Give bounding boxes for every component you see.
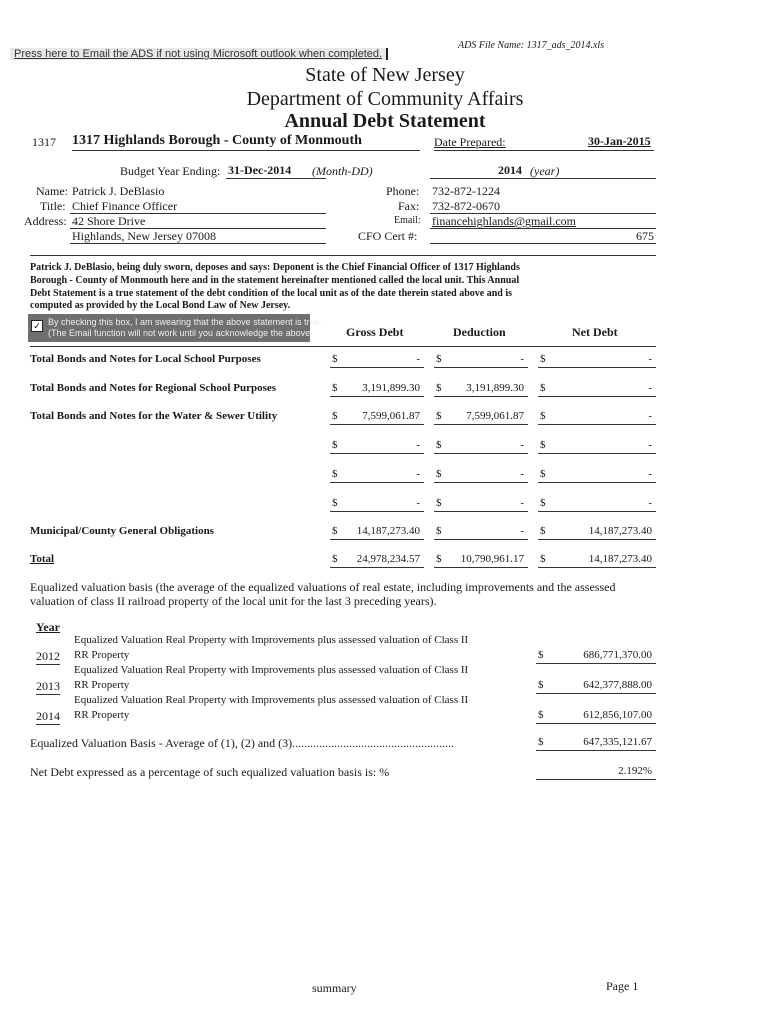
fax-field[interactable]: 732-872-0670	[432, 199, 500, 213]
file-name: ADS File Name: 1317_ads_2014.xls	[458, 40, 605, 51]
date-prepared-value[interactable]: 30-Jan-2015	[588, 134, 651, 148]
currency-sign: $	[436, 553, 442, 565]
unit-code: 1317	[32, 135, 56, 149]
column-gross-debt: Gross Debt	[346, 325, 404, 339]
debt-cell-deduction[interactable]	[434, 353, 528, 368]
debt-cell-deduction[interactable]	[434, 382, 528, 397]
debt-cell-net[interactable]	[538, 553, 656, 568]
budget-year-hint: (year)	[530, 164, 560, 178]
budget-year-value[interactable]: 2014	[498, 163, 522, 177]
equalized-value-cell[interactable]	[536, 679, 656, 694]
email-ads-button[interactable]: Press here to Email the ADS if not using Microsoft outlook when completed.	[10, 48, 388, 60]
equalized-description-line-2: RR Property	[74, 709, 130, 721]
fax-label: Fax:	[398, 199, 420, 213]
currency-sign: $	[540, 353, 546, 365]
email-label: Email:	[394, 215, 421, 226]
budget-date-value[interactable]: 31-Dec-2014	[228, 163, 292, 177]
debt-cell-net[interactable]	[538, 410, 656, 425]
currency-sign: $	[332, 439, 338, 451]
oath-line-2: Borough - County of Monmouth here and in the statement hereinafter mentioned called the local unit. This Annual	[30, 275, 520, 286]
sworn-confirmation-line-1: By checking this box, I am swearing that the above statement is true.	[48, 317, 323, 327]
equalized-value: 642,377,888.00	[583, 679, 652, 691]
debt-value-deduction: -	[520, 468, 524, 480]
year-header: Year	[36, 620, 60, 634]
cfo-cert-field[interactable]: 675	[636, 229, 654, 243]
sworn-confirmation[interactable]	[28, 314, 323, 342]
debt-value-net: 14,187,273.40	[588, 553, 652, 565]
equalized-value: 612,856,107.00	[583, 709, 652, 721]
debt-value-gross: 7,599,061.87	[362, 410, 420, 422]
address-label: Address:	[24, 214, 67, 228]
currency-sign: $	[540, 382, 546, 394]
debt-value-gross: -	[416, 468, 420, 480]
page-number: Page 1	[606, 979, 639, 993]
email-field[interactable]: financehighlands@gmail.com	[432, 214, 577, 228]
oath-line-3: Debt Statement is a true statement of the debt condition of the local unit as of the date therein stated above and is	[30, 288, 513, 299]
debt-cell-deduction[interactable]	[434, 410, 528, 425]
equalized-intro-line-2: valuation of class II railroad property of the local unit for the last 3 preceding years).	[30, 594, 437, 608]
address-line1-field[interactable]: 42 Shore Drive	[72, 214, 146, 228]
budget-date-hint: (Month-DD)	[312, 164, 373, 178]
equalized-year: 2013	[36, 679, 60, 693]
debt-cell-net[interactable]	[538, 382, 656, 397]
debt-value-gross: -	[416, 439, 420, 451]
currency-sign: $	[538, 709, 544, 721]
currency-sign: $	[332, 353, 338, 365]
debt-value-net: -	[648, 382, 652, 394]
currency-sign: $	[436, 525, 442, 537]
debt-row-label: Total	[30, 553, 55, 565]
currency-sign: $	[332, 553, 338, 565]
debt-cell-deduction[interactable]	[434, 525, 528, 540]
debt-value-deduction: 7,599,061.87	[466, 410, 524, 422]
debt-cell-net[interactable]	[538, 353, 656, 368]
debt-cell-gross[interactable]	[330, 439, 424, 454]
average-value: 647,335,121.67	[583, 736, 652, 748]
phone-label: Phone:	[386, 184, 420, 198]
currency-sign: $	[332, 382, 338, 394]
debt-value-net: -	[648, 410, 652, 422]
department-title: Department of Community Affairs	[246, 88, 524, 110]
debt-value-gross: 14,187,273.40	[356, 525, 420, 537]
equalized-year: 2014	[36, 709, 60, 723]
debt-value-net: -	[648, 497, 652, 509]
equalized-description-line-2: RR Property	[74, 649, 130, 661]
currency-sign: $	[540, 525, 546, 537]
title-field[interactable]: Chief Finance Officer	[72, 199, 178, 213]
currency-sign: $	[540, 497, 546, 509]
debt-value-deduction: -	[520, 353, 524, 365]
sworn-checkbox[interactable]: ✓	[31, 320, 43, 332]
currency-sign: $	[436, 439, 442, 451]
cfo-cert-label: CFO Cert #:	[358, 229, 418, 243]
percentage-value: 2.192%	[618, 765, 652, 777]
debt-cell-gross[interactable]	[330, 353, 424, 368]
debt-cell-gross[interactable]	[330, 382, 424, 397]
currency-sign: $	[332, 497, 338, 509]
debt-value-deduction: -	[520, 439, 524, 451]
equalized-value: 686,771,370.00	[583, 649, 652, 661]
currency-sign: $	[436, 468, 442, 480]
title-label: Title:	[40, 199, 66, 213]
debt-cell-net[interactable]	[538, 439, 656, 454]
currency-sign: $	[436, 410, 442, 422]
debt-row-label: Total Bonds and Notes for Local School Purposes	[30, 353, 261, 365]
debt-cell-gross[interactable]	[330, 553, 424, 568]
address-line2-field[interactable]: Highlands, New Jersey 07008	[72, 229, 216, 243]
debt-value-gross: -	[416, 353, 420, 365]
debt-cell-gross[interactable]	[330, 468, 424, 483]
currency-sign: $	[332, 525, 338, 537]
debt-cell-gross[interactable]	[330, 525, 424, 540]
currency-sign: $	[436, 353, 442, 365]
phone-field[interactable]: 732-872-1224	[432, 184, 500, 198]
equalized-value-cell[interactable]	[536, 709, 656, 724]
name-label: Name:	[36, 184, 68, 198]
currency-sign: $	[538, 736, 544, 748]
currency-sign: $	[540, 468, 546, 480]
debt-cell-deduction[interactable]	[434, 468, 528, 483]
debt-value-gross: 3,191,899.30	[362, 382, 420, 394]
sheet-name: summary	[312, 981, 357, 995]
debt-value-gross: 24,978,234.57	[356, 553, 420, 565]
debt-value-deduction: -	[520, 525, 524, 537]
currency-sign: $	[332, 468, 338, 480]
date-prepared-label: Date Prepared:	[434, 135, 506, 149]
debt-value-gross: -	[416, 497, 420, 509]
state-title: State of New Jersey	[305, 64, 465, 86]
debt-value-deduction: -	[520, 497, 524, 509]
debt-cell-gross[interactable]	[330, 410, 424, 425]
equalized-value-cell[interactable]	[536, 649, 656, 664]
percentage-label: Net Debt expressed as a percentage of such equalized valuation basis is: %	[30, 765, 390, 779]
oath-line-1: Patrick J. DeBlasio, being duly sworn, deposes and says: Deponent is the Chief Financial Officer of 1317 Highlands	[30, 262, 520, 273]
debt-row-label: Municipal/County General Obligations	[30, 525, 214, 537]
name-field[interactable]: Patrick J. DeBlasio	[72, 184, 165, 198]
average-label: Equalized Valuation Basis - Average of (1), (2) and (3)......................................................	[30, 736, 455, 750]
debt-value-net: -	[648, 439, 652, 451]
currency-sign: $	[538, 679, 544, 691]
debt-value-deduction: 10,790,961.17	[460, 553, 524, 565]
debt-value-net: 14,187,273.40	[588, 525, 652, 537]
equalized-description-line-1: Equalized Valuation Real Property with Improvements plus assessed valuation of Class II	[74, 664, 469, 676]
debt-cell-net[interactable]	[538, 468, 656, 483]
currency-sign: $	[436, 382, 442, 394]
debt-value-net: -	[648, 353, 652, 365]
sworn-confirmation-line-2: (The Email function will not work until you acknowledge the above	[48, 328, 311, 338]
equalized-description-line-1: Equalized Valuation Real Property with Improvements plus assessed valuation of Class II	[74, 694, 469, 706]
equalized-intro-line-1: Equalized valuation basis (the average of the equalized valuations of real estate, including improvements and the assessed	[30, 580, 616, 594]
debt-cell-deduction[interactable]	[434, 439, 528, 454]
currency-sign: $	[436, 497, 442, 509]
equalized-description-line-2: RR Property	[74, 679, 130, 691]
equalized-description-line-1: Equalized Valuation Real Property with Improvements plus assessed valuation of Class II	[74, 634, 469, 646]
column-deduction: Deduction	[453, 325, 506, 339]
debt-row-label: Total Bonds and Notes for Regional School Purposes	[30, 382, 277, 394]
currency-sign: $	[540, 439, 546, 451]
debt-cell-net[interactable]	[538, 525, 656, 540]
debt-row-label: Total Bonds and Notes for the Water & Sewer Utility	[30, 410, 278, 422]
debt-value-net: -	[648, 468, 652, 480]
oath-line-4: computed as provided by the Local Bond Law of New Jersey.	[30, 300, 291, 311]
debt-value-deduction: 3,191,899.30	[466, 382, 524, 394]
page-title: Annual Debt Statement	[284, 110, 486, 132]
unit-name: 1317 Highlands Borough - County of Monmouth	[72, 133, 362, 148]
debt-cell-deduction[interactable]	[434, 553, 528, 568]
currency-sign: $	[332, 410, 338, 422]
percentage-cell[interactable]	[536, 765, 656, 780]
average-cell[interactable]	[536, 736, 656, 751]
debt-cell-deduction[interactable]	[434, 497, 528, 512]
currency-sign: $	[538, 649, 544, 661]
equalized-year: 2012	[36, 649, 60, 663]
debt-cell-net[interactable]	[538, 497, 656, 512]
currency-sign: $	[540, 553, 546, 565]
debt-cell-gross[interactable]	[330, 497, 424, 512]
currency-sign: $	[540, 410, 546, 422]
budget-year-label: Budget Year Ending:	[120, 164, 221, 178]
column-net-debt: Net Debt	[572, 325, 618, 339]
